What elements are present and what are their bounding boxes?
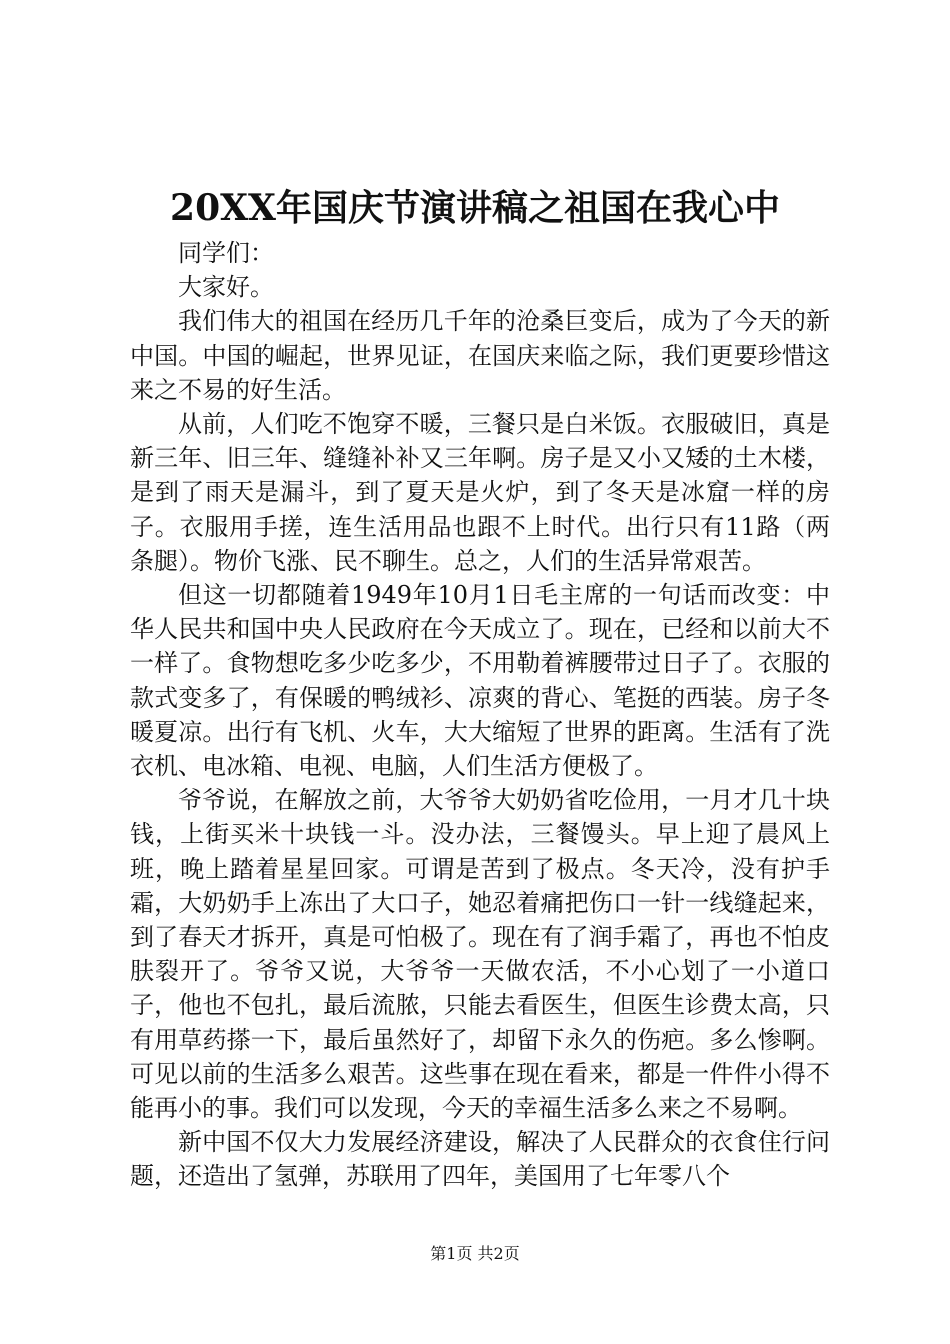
paragraph-change: 但这一切都随着1949年10月1日毛主席的一句话而改变：中华人民共和国中央人民政府在今天成立了。现在，已经和以前大不一样了。食物想吃多少吃多少，不用勒着裤腰带过日子了。衣服的款式变多了，有保暖的鸭绒衫、凉爽的背心、笔挺的西装。房子冬暖夏凉。出行有飞机、火车，大大缩短了世界的距离。生活有了洗衣机、电冰箱、电视、电脑，人们生活方便极了。 — [130, 581, 830, 781]
paragraph-hello: 大家好。 — [178, 273, 274, 302]
paragraph-intro: 我们伟大的祖国在经历几千年的沧桑巨变后，成为了今天的新中国。中国的崛起，世界见证，在国庆来临之际，我们更要珍惜这来之不易的好生活。 — [130, 307, 830, 404]
document-title: 20XX年国庆节演讲稿之祖国在我心中 — [170, 187, 780, 229]
paragraph-past-life: 从前，人们吃不饱穿不暖，三餐只是白米饭。衣服破旧，真是新三年、旧三年、缝缝补补又三年啊。房子是又小又矮的土木楼，是到了雨天是漏斗，到了夏天是火炉，到了冬天是冰窟一样的房子。衣服用手搓，连生活用品也跟不上时代。出行只有11路（两条腿）。物价飞涨、民不聊生。总之，人们的生活异常艰苦。 — [130, 410, 830, 575]
paragraph-new-china: 新中国不仅大力发展经济建设，解决了人民群众的衣食住行问题，还造出了氢弹，苏联用了四年，美国用了七年零八个 — [130, 1128, 830, 1191]
document-body — [130, 236, 830, 1194]
paragraph-grandpa-story: 爷爷说，在解放之前，大爷爷大奶奶省吃俭用，一月才几十块钱，上街买米十块钱一斗。没办法，三餐馒头。早上迎了晨风上班，晚上踏着星星回家。可谓是苦到了极点。冬天冷，没有护手霜，大奶奶手上冻出了大口子，她忍着痛把伤口一针一线缝起来，到了春天才拆开，真是可怕极了。现在有了润手霜了，再也不怕皮肤裂开了。爷爷又说，大爷爷一天做农活，不小心划了一小道口子，他也不包扎，最后流脓，只能去看医生，但医生诊费太高，只有用草药搽一下，最后虽然好了，却留下永久的伤疤。多么惨啊。可见以前的生活多么艰苦。这些事在现在看来，都是一件件小得不能再小的事。我们可以发现，今天的幸福生活多么来之不易啊。 — [130, 786, 830, 1123]
page-footer: 第1页 共2页 — [430, 1244, 520, 1263]
paragraph-greeting: 同学们： — [178, 239, 274, 267]
